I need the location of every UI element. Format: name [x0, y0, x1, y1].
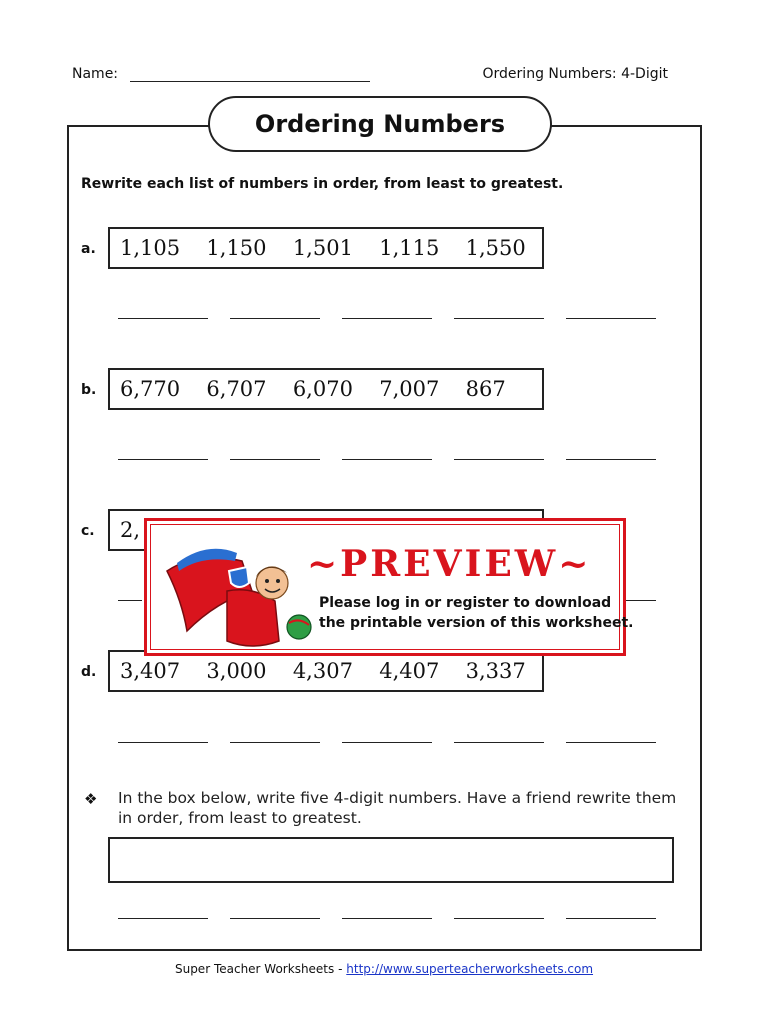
- number: 6,070: [292, 377, 353, 401]
- answer-blank[interactable]: [566, 459, 656, 460]
- name-write-line: [130, 81, 370, 82]
- task-text: In the box below, write five 4-digit numbers. Have a friend rewrite them in order, from least to greatest.: [118, 789, 677, 827]
- number: 1,550: [465, 236, 526, 260]
- problem-label-a: a.: [81, 241, 96, 257]
- number: 1,105: [120, 236, 181, 260]
- answer-blank[interactable]: [566, 318, 656, 319]
- answer-blank[interactable]: [230, 318, 320, 319]
- answer-blank[interactable]: [342, 459, 432, 460]
- number: 3,000: [206, 659, 267, 683]
- diamond-bullet-icon: ❖: [84, 790, 98, 808]
- instructions: Rewrite each list of numbers in order, from least to greatest.: [81, 176, 564, 192]
- footer-link[interactable]: http://www.superteacherworksheets.com: [346, 962, 594, 976]
- answer-blank[interactable]: [118, 742, 208, 743]
- preview-overlay[interactable]: [144, 518, 634, 656]
- preview-message-line-1: Please log in or register to download: [319, 595, 612, 611]
- footer-separator: -: [338, 962, 343, 976]
- problem-label-b: b.: [81, 382, 97, 398]
- write-numbers-box[interactable]: [108, 837, 674, 883]
- answer-blank[interactable]: [118, 459, 208, 460]
- answer-blank[interactable]: [454, 459, 544, 460]
- number: 4,407: [379, 659, 440, 683]
- answer-blank[interactable]: [566, 742, 656, 743]
- answer-blank[interactable]: [566, 918, 656, 919]
- answer-blank[interactable]: [118, 600, 142, 601]
- number: 1,501: [292, 236, 353, 260]
- problem-label-d: d.: [81, 664, 97, 680]
- page-title: [208, 96, 552, 152]
- worksheet-label: Ordering Numbers: 4-Digit: [482, 66, 668, 82]
- number: 1,115: [379, 236, 440, 260]
- number: 7,007: [379, 377, 440, 401]
- answer-blank[interactable]: [454, 918, 544, 919]
- number-box-d: [108, 650, 544, 692]
- number-box-a: [108, 227, 544, 269]
- number: 1,150: [206, 236, 267, 260]
- answer-blank[interactable]: [230, 918, 320, 919]
- answer-blank[interactable]: [118, 918, 208, 919]
- superhero-mascot-icon: [157, 531, 317, 653]
- answer-blank[interactable]: [342, 318, 432, 319]
- number: 3,407: [120, 659, 181, 683]
- answer-blank[interactable]: [626, 600, 656, 601]
- answer-blank[interactable]: [230, 742, 320, 743]
- footer-site-name: Super Teacher Worksheets: [174, 962, 335, 976]
- preview-title: ~PREVIEW~: [307, 543, 592, 585]
- page-title-text: Ordering Numbers: [254, 110, 506, 138]
- footer: [0, 962, 768, 976]
- number: 2,: [120, 518, 141, 542]
- answer-blank[interactable]: [342, 918, 432, 919]
- preview-message-line-2: the printable version of this worksheet.: [319, 615, 634, 631]
- answer-blank[interactable]: [118, 318, 208, 319]
- answer-blank[interactable]: [454, 318, 544, 319]
- number: 867: [465, 377, 506, 401]
- problem-label-c: c.: [81, 523, 95, 539]
- number: 3,337: [465, 659, 526, 683]
- name-label: Name:: [72, 66, 119, 82]
- number-box-b: [108, 368, 544, 410]
- number: 6,707: [206, 377, 267, 401]
- answer-blank[interactable]: [230, 459, 320, 460]
- number: 4,307: [292, 659, 353, 683]
- number: 6,770: [120, 377, 181, 401]
- answer-blank[interactable]: [342, 742, 432, 743]
- answer-blank[interactable]: [454, 742, 544, 743]
- worksheet-header: [72, 66, 668, 86]
